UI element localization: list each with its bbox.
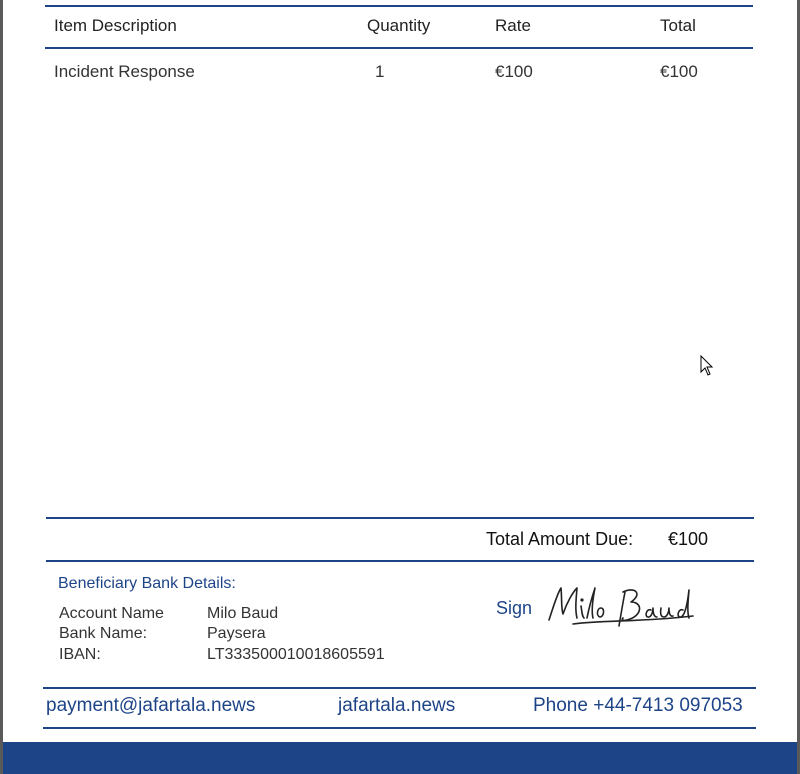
account-name-value: Milo Baud (207, 605, 279, 622)
invoice-page (3, 0, 797, 774)
header-total: Total (660, 16, 696, 35)
table-top-rule (45, 5, 753, 7)
iban-label: IBAN: (59, 646, 101, 663)
footer-website: jafartala.news (338, 695, 456, 716)
account-name-label: Account Name (59, 605, 164, 622)
bank-name-label: Bank Name: (59, 625, 148, 642)
row-rate: €100 (495, 62, 533, 81)
footer-top-rule (43, 687, 756, 689)
footer-color-bar (3, 742, 797, 774)
row-description: Incident Response (54, 62, 195, 81)
bank-row-bank-name (59, 625, 266, 643)
total-top-rule (46, 517, 754, 519)
bank-row-account-name (59, 605, 278, 623)
table-header-rule (45, 47, 753, 49)
total-amount-value: €100 (668, 529, 709, 549)
total-bottom-rule (46, 560, 754, 562)
total-amount-label: Total Amount Due: (486, 529, 634, 549)
bank-details-title: Beneficiary Bank Details: (58, 575, 236, 592)
row-quantity: 1 (375, 62, 385, 81)
bank-row-iban (59, 646, 385, 664)
bank-name-value: Paysera (207, 625, 266, 642)
signature-image (543, 580, 703, 632)
header-item-description: Item Description (54, 16, 177, 35)
mouse-pointer-icon (700, 355, 714, 377)
footer-email: payment@jafartala.news (46, 695, 256, 716)
header-quantity: Quantity (367, 16, 431, 35)
footer-bottom-rule (43, 727, 756, 729)
iban-value: LT333500010018605591 (207, 646, 385, 663)
sign-label: Sign (496, 598, 533, 618)
row-total: €100 (660, 62, 698, 81)
footer-phone: Phone +44-7413 097053 (533, 695, 743, 716)
header-rate: Rate (495, 16, 531, 35)
